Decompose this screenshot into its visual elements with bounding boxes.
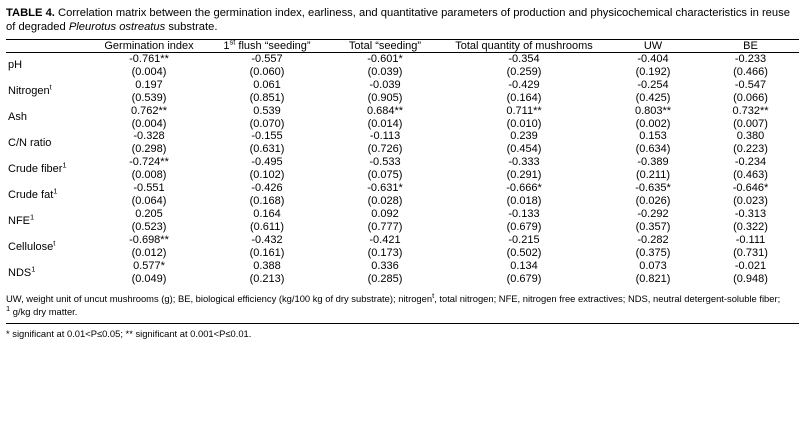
cell-cn-total-seeding bbox=[326, 130, 444, 156]
correlation-matrix-table bbox=[6, 39, 799, 286]
footnote-abbrev-sup1: t bbox=[432, 290, 435, 300]
cell-coefficient: 0.388 bbox=[253, 260, 281, 273]
cell-crude-fiber-total-seeding bbox=[326, 156, 444, 182]
cell-crude-fat-uw bbox=[604, 182, 702, 208]
row-label-sup: 1 bbox=[30, 212, 35, 222]
cell-pvalue: (0.285) bbox=[367, 273, 403, 286]
cell-nfe-be bbox=[702, 208, 799, 234]
row-label-text: Cellulose bbox=[8, 240, 54, 253]
cell-nitrogen-total-quantity bbox=[444, 79, 604, 105]
cell-coefficient: -0.354 bbox=[508, 52, 540, 65]
cell-pvalue: (0.028) bbox=[367, 195, 403, 208]
row-label-crude-fat bbox=[6, 182, 90, 208]
column-header-germination-index: Germination index bbox=[104, 39, 194, 52]
cell-coefficient: 0.164 bbox=[253, 208, 281, 221]
cell-nitrogen-uw bbox=[604, 79, 702, 105]
footnote-abbreviations bbox=[6, 290, 799, 318]
cell-pvalue: (0.007) bbox=[733, 117, 768, 130]
column-header-blank bbox=[6, 39, 90, 52]
cell-crude-fat-germination-index bbox=[90, 182, 208, 208]
cell-pvalue: (0.012) bbox=[131, 247, 167, 260]
table-row bbox=[6, 79, 799, 105]
cell-coefficient: 0.073 bbox=[639, 260, 667, 273]
table-body bbox=[6, 52, 799, 286]
cell-coefficient: 0.239 bbox=[510, 130, 538, 143]
cell-pvalue: (0.454) bbox=[506, 143, 542, 156]
cell-coefficient: -0.495 bbox=[251, 156, 283, 169]
table-row bbox=[6, 130, 799, 156]
cell-nds-uw bbox=[604, 260, 702, 286]
row-label-cellulose bbox=[6, 234, 90, 260]
column-header-total-seeding: Total “seeding” bbox=[348, 39, 422, 52]
row-label-text: Nitrogen bbox=[8, 85, 50, 98]
row-label-sup: t bbox=[53, 238, 56, 248]
table-row bbox=[6, 156, 799, 182]
footnote-abbrev-line1b: , total nitrogen; NFE, nitrogen free extractives; NDS, neutral detergent-soluble fiber; bbox=[434, 293, 781, 305]
cell-coefficient: -0.313 bbox=[734, 208, 767, 221]
cell-pvalue: (0.010) bbox=[506, 117, 542, 130]
cell-pvalue: (0.066) bbox=[733, 91, 768, 104]
cell-coefficient: 0.205 bbox=[135, 208, 163, 221]
cell-ph-total-quantity bbox=[444, 52, 604, 78]
cell-ash-be bbox=[702, 105, 799, 131]
cell-coefficient: -0.133 bbox=[508, 208, 540, 221]
cell-pvalue: (0.060) bbox=[249, 65, 285, 78]
cell-coefficient: -0.533 bbox=[369, 156, 401, 169]
cell-nfe-total-quantity bbox=[444, 208, 604, 234]
cell-coefficient: -0.432 bbox=[251, 234, 283, 247]
cell-nitrogen-first-flush bbox=[208, 79, 326, 105]
cell-ash-total-seeding bbox=[326, 105, 444, 131]
cell-nfe-first-flush bbox=[208, 208, 326, 234]
cell-pvalue: (0.634) bbox=[635, 143, 671, 156]
table-row bbox=[6, 234, 799, 260]
row-label-crude-fiber bbox=[6, 156, 90, 182]
cell-cellulose-total-seeding bbox=[326, 234, 444, 260]
cell-coefficient: 0.134 bbox=[510, 260, 538, 273]
cell-coefficient: -0.254 bbox=[637, 78, 669, 91]
cell-cellulose-total-quantity bbox=[444, 234, 604, 260]
cell-coefficient: -0.635* bbox=[635, 182, 671, 195]
row-label-text: C/N ratio bbox=[8, 136, 52, 149]
cell-pvalue: (0.192) bbox=[635, 65, 671, 78]
row-label-sup: t bbox=[49, 82, 52, 92]
table-row bbox=[6, 52, 799, 78]
cell-cellulose-germination-index bbox=[90, 234, 208, 260]
cell-nfe-germination-index bbox=[90, 208, 208, 234]
cell-pvalue: (0.075) bbox=[367, 169, 403, 182]
cell-crude-fat-be bbox=[702, 182, 799, 208]
row-label-nds bbox=[6, 260, 90, 286]
cell-ash-germination-index bbox=[90, 105, 208, 131]
cell-coefficient: -0.328 bbox=[133, 130, 165, 143]
cell-coefficient: 0.803** bbox=[634, 104, 672, 117]
cell-coefficient: 0.762** bbox=[130, 104, 168, 117]
cell-pvalue: (0.821) bbox=[635, 273, 671, 286]
row-label-sup: 1 bbox=[53, 186, 58, 196]
cell-crude-fiber-be bbox=[702, 156, 799, 182]
cell-ash-uw bbox=[604, 105, 702, 131]
row-label-ph bbox=[6, 52, 90, 78]
cell-coefficient: -0.547 bbox=[734, 78, 767, 91]
cell-pvalue: (0.161) bbox=[249, 247, 285, 260]
column-header-first-flush-number: 1 bbox=[223, 39, 230, 52]
cell-crude-fat-total-quantity bbox=[444, 182, 604, 208]
cell-cellulose-first-flush bbox=[208, 234, 326, 260]
cell-coefficient: -0.551 bbox=[133, 182, 165, 195]
cell-pvalue: (0.223) bbox=[733, 143, 768, 156]
cell-pvalue: (0.611) bbox=[249, 221, 285, 234]
cell-cellulose-be bbox=[702, 234, 799, 260]
caption-species-name: Pleurotus ostreatus bbox=[68, 21, 166, 34]
cell-pvalue: (0.539) bbox=[131, 91, 167, 104]
cell-pvalue: (0.777) bbox=[367, 221, 403, 234]
cell-pvalue: (0.679) bbox=[506, 273, 542, 286]
column-header-first-flush-tail: flush “seeding” bbox=[235, 39, 311, 52]
cell-ph-be bbox=[702, 52, 799, 78]
cell-coefficient: -0.631* bbox=[367, 182, 403, 195]
row-label-text: NDS bbox=[8, 266, 32, 279]
cell-pvalue: (0.375) bbox=[635, 247, 671, 260]
cell-coefficient: -0.234 bbox=[734, 156, 767, 169]
cell-pvalue: (0.463) bbox=[733, 169, 768, 182]
row-label-ash bbox=[6, 105, 90, 131]
cell-pvalue: (0.502) bbox=[506, 247, 542, 260]
cell-nds-germination-index bbox=[90, 260, 208, 286]
footnote-abbrev-line2: g/kg dry matter. bbox=[10, 305, 78, 317]
cell-coefficient: -0.421 bbox=[369, 234, 401, 247]
cell-pvalue: (0.298) bbox=[131, 143, 167, 156]
cell-ph-germination-index bbox=[90, 52, 208, 78]
cell-coefficient: 0.684** bbox=[366, 104, 404, 117]
cell-coefficient: 0.539 bbox=[253, 104, 281, 117]
row-label-cn-ratio bbox=[6, 130, 90, 156]
cell-nitrogen-total-seeding bbox=[326, 79, 444, 105]
cell-coefficient: -0.111 bbox=[735, 234, 766, 247]
cell-pvalue: (0.211) bbox=[635, 169, 671, 182]
cell-coefficient: -0.333 bbox=[508, 156, 540, 169]
cell-coefficient: 0.711** bbox=[506, 104, 542, 117]
cell-crude-fiber-germination-index bbox=[90, 156, 208, 182]
cell-pvalue: (0.357) bbox=[635, 221, 671, 234]
cell-pvalue: (0.008) bbox=[131, 169, 167, 182]
footnote-significance: * significant at 0.01<P≤0.05; ** significant at 0.001<P≤0.01. bbox=[6, 323, 799, 341]
cell-coefficient: -0.233 bbox=[734, 52, 767, 65]
cell-cn-first-flush bbox=[208, 130, 326, 156]
cell-coefficient: -0.389 bbox=[637, 156, 669, 169]
cell-nds-total-quantity bbox=[444, 260, 604, 286]
cell-cn-germination-index bbox=[90, 130, 208, 156]
cell-ash-first-flush bbox=[208, 105, 326, 131]
table-footnotes bbox=[6, 290, 799, 341]
cell-cn-total-quantity bbox=[444, 130, 604, 156]
cell-pvalue: (0.731) bbox=[733, 247, 768, 260]
cell-pvalue: (0.004) bbox=[131, 65, 167, 78]
cell-coefficient: 0.153 bbox=[639, 130, 667, 143]
cell-pvalue: (0.523) bbox=[131, 221, 167, 234]
cell-pvalue: (0.466) bbox=[733, 65, 768, 78]
row-label-text: Ash bbox=[8, 111, 27, 124]
cell-coefficient: -0.039 bbox=[369, 78, 401, 91]
cell-pvalue: (0.291) bbox=[506, 169, 542, 182]
cell-pvalue: (0.631) bbox=[249, 143, 285, 156]
cell-nfe-uw bbox=[604, 208, 702, 234]
cell-cn-be bbox=[702, 130, 799, 156]
cell-nds-be bbox=[702, 260, 799, 286]
cell-coefficient: -0.292 bbox=[637, 208, 669, 221]
cell-cn-uw bbox=[604, 130, 702, 156]
table-row bbox=[6, 105, 799, 131]
cell-pvalue: (0.039) bbox=[367, 65, 403, 78]
cell-crude-fiber-first-flush bbox=[208, 156, 326, 182]
column-header-total-quantity-of-mushrooms: Total quantity of mushrooms bbox=[455, 39, 593, 52]
cell-coefficient: -0.215 bbox=[508, 234, 540, 247]
cell-pvalue: (0.049) bbox=[131, 273, 167, 286]
cell-pvalue: (0.213) bbox=[249, 273, 285, 286]
cell-coefficient: -0.021 bbox=[734, 260, 767, 273]
caption-text-before: Correlation matrix between the germination index, earliness, and quantitative parameters of production and physicochemical characteristics in reuse of degraded bbox=[6, 7, 790, 34]
cell-crude-fiber-total-quantity bbox=[444, 156, 604, 182]
row-label-nitrogen bbox=[6, 79, 90, 105]
cell-pvalue: (0.002) bbox=[635, 117, 671, 130]
column-header-first-flush-sup: st bbox=[229, 37, 236, 46]
cell-nitrogen-be bbox=[702, 79, 799, 105]
cell-coefficient: 0.577* bbox=[133, 260, 165, 273]
row-label-sup: 1 bbox=[31, 263, 36, 273]
cell-pvalue: (0.173) bbox=[367, 247, 403, 260]
cell-nds-first-flush bbox=[208, 260, 326, 286]
cell-nitrogen-germination-index bbox=[90, 79, 208, 105]
cell-coefficient: 0.061 bbox=[253, 78, 281, 91]
cell-pvalue: (0.726) bbox=[367, 143, 403, 156]
cell-coefficient: 0.380 bbox=[736, 130, 765, 143]
cell-pvalue: (0.064) bbox=[131, 195, 167, 208]
cell-coefficient: -0.698** bbox=[129, 234, 169, 247]
cell-pvalue: (0.425) bbox=[635, 91, 671, 104]
row-label-nfe bbox=[6, 208, 90, 234]
cell-nfe-total-seeding bbox=[326, 208, 444, 234]
cell-pvalue: (0.014) bbox=[367, 117, 403, 130]
cell-pvalue: (0.018) bbox=[506, 195, 542, 208]
cell-coefficient: -0.646* bbox=[732, 182, 769, 195]
row-label-text: pH bbox=[8, 59, 23, 72]
footnote-abbrev-sup2: 1 bbox=[6, 303, 11, 313]
cell-coefficient: -0.761** bbox=[129, 52, 169, 65]
cell-coefficient: 0.197 bbox=[135, 78, 163, 91]
cell-coefficient: -0.155 bbox=[251, 130, 283, 143]
cell-coefficient: 0.732** bbox=[732, 104, 769, 117]
cell-crude-fat-first-flush bbox=[208, 182, 326, 208]
cell-nds-total-seeding bbox=[326, 260, 444, 286]
cell-pvalue: (0.679) bbox=[506, 221, 542, 234]
caption-label: TABLE 4. bbox=[6, 7, 55, 19]
cell-ph-uw bbox=[604, 52, 702, 78]
footnote-abbrev-line1: UW, weight unit of uncut mushrooms (g); BE, biological efficiency (kg/100 kg of dry substrate); nitrogen bbox=[6, 293, 433, 305]
table-row bbox=[6, 182, 799, 208]
table-row bbox=[6, 208, 799, 234]
cell-coefficient: -0.429 bbox=[508, 78, 540, 91]
cell-coefficient: -0.113 bbox=[369, 130, 401, 143]
cell-coefficient: -0.426 bbox=[251, 182, 283, 195]
row-label-text: Crude fat bbox=[8, 188, 54, 201]
cell-ash-total-quantity bbox=[444, 105, 604, 131]
cell-pvalue: (0.948) bbox=[733, 273, 768, 286]
column-header-be: BE bbox=[743, 39, 758, 52]
row-label-sup: 1 bbox=[62, 160, 67, 170]
column-header-first-flush-seeding bbox=[208, 39, 326, 52]
row-label-text: Crude fiber bbox=[8, 162, 63, 175]
cell-pvalue: (0.102) bbox=[249, 169, 285, 182]
cell-pvalue: (0.164) bbox=[506, 91, 542, 104]
cell-coefficient: -0.666* bbox=[506, 182, 542, 195]
cell-ph-total-seeding bbox=[326, 52, 444, 78]
cell-coefficient: -0.724** bbox=[129, 156, 169, 169]
caption-text-after: substrate. bbox=[165, 21, 218, 34]
table-caption bbox=[6, 6, 799, 35]
cell-crude-fat-total-seeding bbox=[326, 182, 444, 208]
cell-pvalue: (0.004) bbox=[131, 117, 167, 130]
cell-coefficient: -0.557 bbox=[251, 52, 283, 65]
cell-crude-fiber-uw bbox=[604, 156, 702, 182]
cell-pvalue: (0.168) bbox=[249, 195, 285, 208]
row-label-text: NFE bbox=[8, 214, 30, 227]
column-header-uw: UW bbox=[643, 39, 663, 52]
cell-pvalue: (0.851) bbox=[249, 91, 285, 104]
cell-pvalue: (0.905) bbox=[367, 91, 403, 104]
cell-pvalue: (0.023) bbox=[733, 195, 768, 208]
cell-pvalue: (0.322) bbox=[733, 221, 768, 234]
cell-coefficient: -0.404 bbox=[637, 52, 669, 65]
cell-pvalue: (0.259) bbox=[506, 65, 542, 78]
table-row bbox=[6, 260, 799, 286]
table-header bbox=[6, 39, 799, 52]
cell-coefficient: -0.601* bbox=[367, 52, 403, 65]
cell-coefficient: 0.336 bbox=[371, 260, 399, 273]
cell-coefficient: 0.092 bbox=[371, 208, 399, 221]
cell-pvalue: (0.026) bbox=[635, 195, 671, 208]
cell-cellulose-uw bbox=[604, 234, 702, 260]
header-row bbox=[6, 39, 799, 52]
cell-coefficient: -0.282 bbox=[637, 234, 669, 247]
cell-ph-first-flush bbox=[208, 52, 326, 78]
cell-pvalue: (0.070) bbox=[249, 117, 285, 130]
